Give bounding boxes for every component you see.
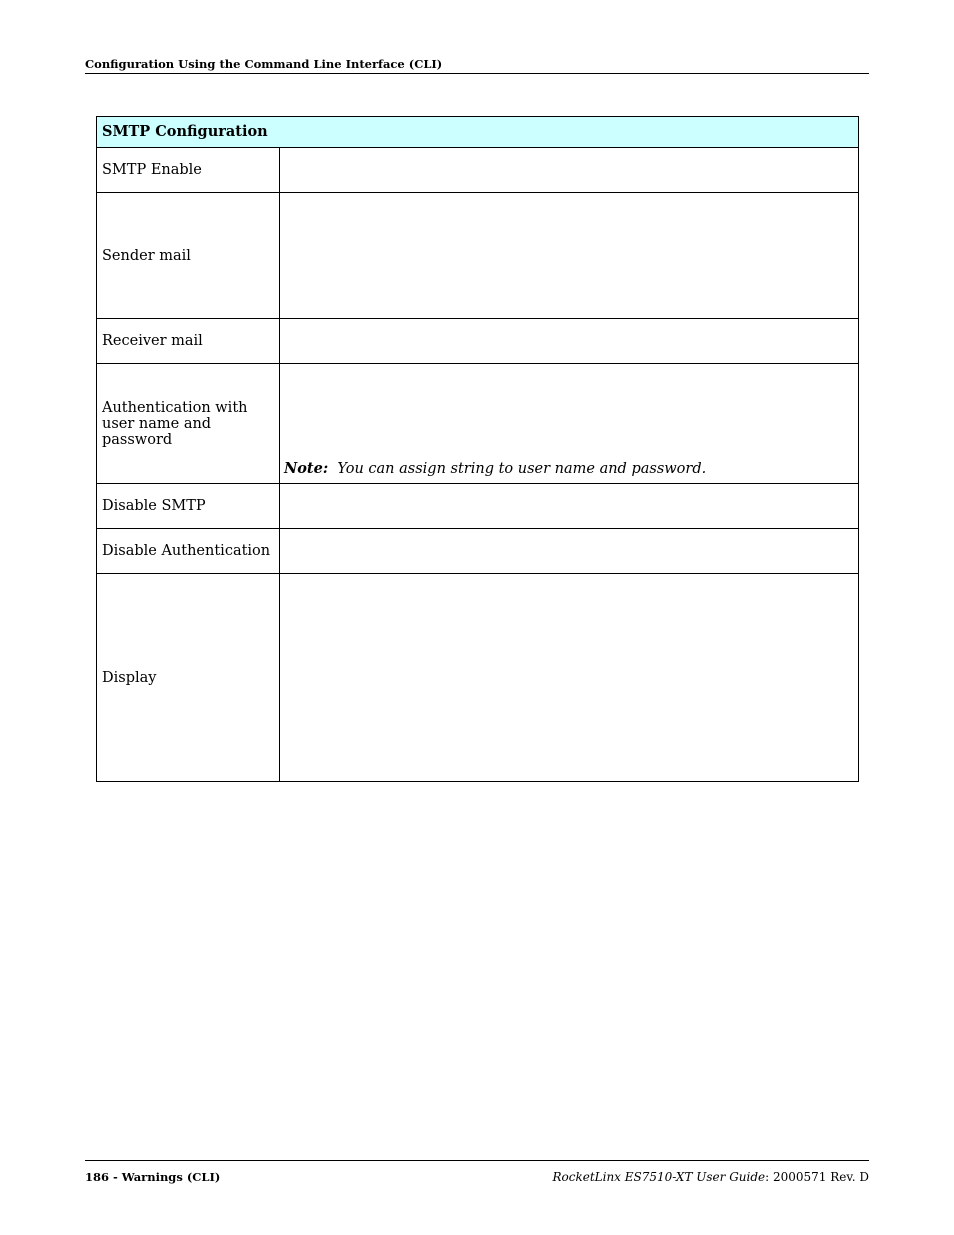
table-row <box>97 319 859 364</box>
header-divider <box>85 73 869 74</box>
footer-document-number: : 2000571 Rev. D <box>765 1170 869 1184</box>
table-row <box>97 364 859 484</box>
page-header-title: Configuration Using the Command Line Interface (CLI) <box>85 57 443 71</box>
row-label-disable-authentication: Disable Authentication <box>97 529 280 574</box>
table-row <box>97 484 859 529</box>
table-row <box>97 574 859 782</box>
row-label-receiver-mail: Receiver mail <box>97 319 280 364</box>
table-header-row <box>97 117 859 148</box>
row-label-smtp-enable: SMTP Enable <box>97 148 280 193</box>
footer-document-info <box>552 1170 869 1184</box>
table-row <box>97 529 859 574</box>
row-content-smtp-enable <box>280 148 859 193</box>
row-label-disable-smtp: Disable SMTP <box>97 484 280 529</box>
row-label-sender-mail: Sender mail <box>97 193 280 319</box>
note-label: Note: <box>284 460 329 477</box>
table-row <box>97 148 859 193</box>
row-content-disable-authentication <box>280 529 859 574</box>
row-content-receiver-mail <box>280 319 859 364</box>
row-content-authentication <box>280 364 859 484</box>
note <box>284 461 706 477</box>
row-content-display <box>280 574 859 782</box>
table-title: SMTP Configuration <box>97 117 859 148</box>
note-text: You can assign string to user name and password. <box>337 461 707 477</box>
row-label-display: Display <box>97 574 280 782</box>
row-label-authentication: Authentication with user name and password <box>97 364 280 484</box>
footer-divider <box>85 1160 869 1161</box>
footer-product-name: RocketLinx ES7510-XT User Guide <box>552 1170 766 1184</box>
smtp-configuration-table <box>96 116 859 782</box>
footer-page-label: 186 - Warnings (CLI) <box>85 1170 221 1184</box>
row-content-disable-smtp <box>280 484 859 529</box>
row-content-sender-mail <box>280 193 859 319</box>
table-row <box>97 193 859 319</box>
